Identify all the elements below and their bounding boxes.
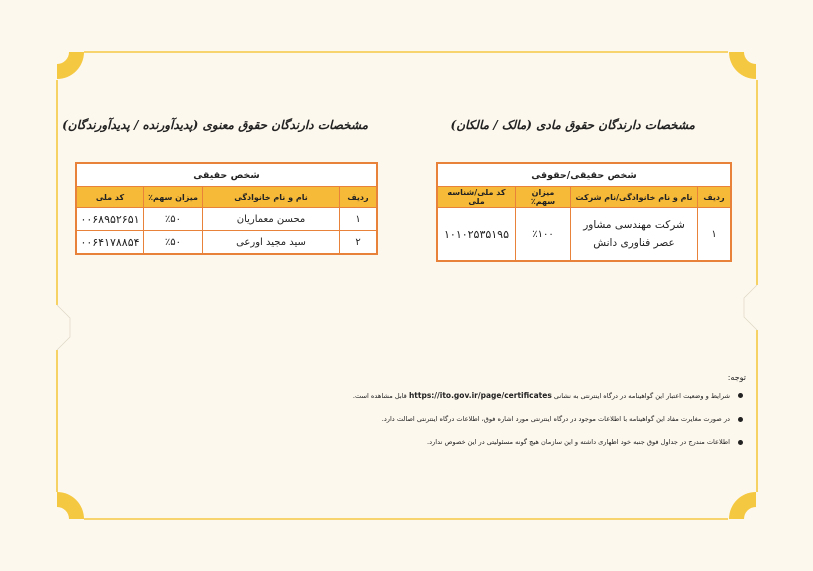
table-header-row <box>437 187 731 208</box>
bullet-icon <box>738 393 743 398</box>
note-text: اطلاعات مندرج در جداول فوق جنبه خود اظهاری داشته و این سازمان هیچ گونه مسئولیتی در این خصوص ندارد. <box>427 438 730 446</box>
cell-share: ٪۵۰ <box>144 208 203 231</box>
notes-section <box>276 373 746 461</box>
column-header-name: نام و نام خانوادگی <box>203 187 340 208</box>
bullet-icon <box>738 417 743 422</box>
cell-name: شرکت مهندسی مشاور عصر فناوری دانش <box>571 208 698 262</box>
table-header-row <box>76 187 377 208</box>
cell-national-id: ۰۰۶۴۱۷۸۸۵۴ <box>76 231 144 255</box>
column-header-row-number: ردیف <box>698 187 732 208</box>
cell-row-number: ۲ <box>340 231 378 255</box>
cell-name: محسن معماریان <box>203 208 340 231</box>
cell-share: ٪۵۰ <box>144 231 203 255</box>
cell-row-number: ۱ <box>340 208 378 231</box>
cell-name: سید مجید اورعی <box>203 231 340 255</box>
list-item <box>276 391 730 401</box>
cell-share: ٪۱۰۰ <box>516 208 571 262</box>
table-caption: شخص حقیقی/حقوقی <box>437 163 731 187</box>
note-text: قابل مشاهده است. <box>352 392 407 400</box>
column-header-national-id: کد ملی <box>76 187 144 208</box>
moral-rights-heading: مشخصات دارندگان حقوق معنوی (پدیدآورنده / پدیدآورندگان) <box>62 118 368 132</box>
cell-row-number: ۱ <box>698 208 732 262</box>
list-item <box>276 415 730 424</box>
ownership-rights-heading: مشخصات دارندگان حقوق مادی (مالک / مالکان) <box>450 118 695 132</box>
cell-national-id: ۰۰۶۸۹۵۲۶۵۱ <box>76 208 144 231</box>
table-caption: شخص حقیقی <box>76 163 377 187</box>
table-caption-row <box>76 163 377 187</box>
notes-list <box>276 391 746 447</box>
creators-table <box>75 162 378 255</box>
cell-national-id: ۱۰۱۰۲۵۳۵۱۹۵ <box>437 208 516 262</box>
owners-table <box>436 162 732 262</box>
certificates-link[interactable]: https://ito.gov.ir/page/certificates <box>408 391 552 400</box>
column-header-name: نام و نام خانوادگی/نام شرکت <box>571 187 698 208</box>
table-row <box>437 208 731 262</box>
note-text: در صورت مغایرت مفاد این گواهینامه با اطلاعات موجود در درگاه اینترنتی مورد اشاره فوق، اطلاعات درگاه اینترنتی اصالت دارد. <box>381 415 730 423</box>
column-header-share: میزان سهم٪ <box>516 187 571 208</box>
list-item <box>276 438 730 447</box>
bullet-icon <box>738 440 743 445</box>
column-header-national-id: کد ملی/شناسه ملی <box>437 187 516 208</box>
column-header-share: میزان سهم٪ <box>144 187 203 208</box>
note-text: شرایط و وضعیت اعتبار این گواهینامه در درگاه اینترنتی به نشانی <box>553 392 730 400</box>
table-row <box>76 231 377 255</box>
column-header-row-number: ردیف <box>340 187 378 208</box>
notes-title: توجه: <box>727 373 746 382</box>
table-row <box>76 208 377 231</box>
table-caption-row <box>437 163 731 187</box>
